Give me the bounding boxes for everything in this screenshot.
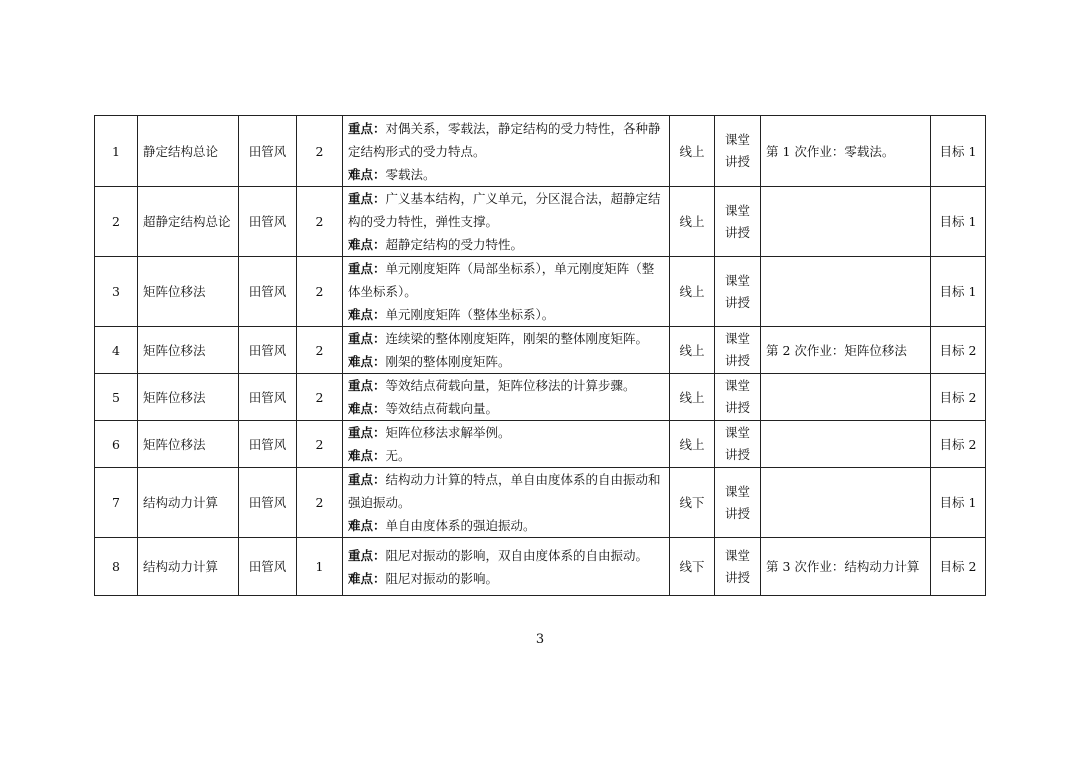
homework <box>761 421 931 468</box>
lesson-number: 8 <box>95 538 138 596</box>
teaching-mode: 线下 <box>670 468 715 538</box>
lesson-topic: 矩阵位移法 <box>138 257 239 327</box>
key-points-label: 重点： <box>348 425 386 440</box>
difficult-points <box>348 397 664 420</box>
lesson-content <box>343 421 670 468</box>
homework <box>761 374 931 421</box>
lesson-number: 2 <box>95 187 138 257</box>
difficult-points-text: 零载法。 <box>385 166 436 182</box>
teaching-method: 课堂讲授 <box>715 116 761 187</box>
course-target: 目标 2 <box>931 374 986 421</box>
lesson-number: 4 <box>95 327 138 374</box>
course-target: 目标 1 <box>931 187 986 257</box>
lesson-topic: 矩阵位移法 <box>138 421 239 468</box>
teaching-mode: 线下 <box>670 538 715 596</box>
lecturer: 田管风 <box>239 468 297 538</box>
difficult-points <box>348 303 664 326</box>
difficult-points-label: 难点： <box>348 307 386 322</box>
homework: 第 2 次作业：矩阵位移法 <box>761 327 931 374</box>
lesson-hours: 2 <box>297 468 343 538</box>
page-number: 3 <box>535 632 545 647</box>
lesson-topic: 矩阵位移法 <box>138 327 239 374</box>
lesson-hours: 2 <box>297 421 343 468</box>
key-points-text: 连续梁的整体刚度矩阵，刚架的整体刚度矩阵。 <box>385 331 649 346</box>
difficult-points-label: 难点： <box>348 570 386 586</box>
lesson-hours: 2 <box>297 187 343 257</box>
course-target: 目标 1 <box>931 257 986 327</box>
lecturer: 田管风 <box>239 257 297 327</box>
lecturer: 田管风 <box>239 421 297 468</box>
lesson-content <box>343 327 670 374</box>
table-row <box>95 374 986 421</box>
difficult-points <box>348 233 664 256</box>
lesson-content <box>343 257 670 327</box>
difficult-points-label: 难点： <box>348 166 386 182</box>
key-points-text: 对偶关系，零载法，静定结构的受力特性，各种静定结构形式的受力特点。 <box>348 120 661 159</box>
lesson-number: 1 <box>95 116 138 187</box>
lecturer: 田管风 <box>239 538 297 596</box>
lesson-hours: 2 <box>297 116 343 187</box>
lesson-topic: 超静定结构总论 <box>138 187 239 257</box>
difficult-points <box>348 444 664 467</box>
course-target: 目标 1 <box>931 116 986 187</box>
teaching-method: 课堂讲授 <box>715 327 761 374</box>
homework: 第 3 次作业：结构动力计算 <box>761 538 931 596</box>
key-points-label: 重点： <box>348 120 386 136</box>
key-points <box>348 468 664 514</box>
difficult-points-text: 阻尼对振动的影响。 <box>385 570 499 586</box>
key-points <box>348 327 664 350</box>
difficult-points-text: 单自由度体系的强迫振动。 <box>385 518 536 533</box>
key-points-text: 等效结点荷载向量，矩阵位移法的计算步骤。 <box>385 378 636 393</box>
difficult-points <box>348 163 664 186</box>
lecturer: 田管风 <box>239 327 297 374</box>
difficult-points-text: 等效结点荷载向量。 <box>385 401 499 416</box>
key-points <box>348 374 664 397</box>
table-row <box>95 421 986 468</box>
table-row <box>95 327 986 374</box>
difficult-points <box>348 350 664 373</box>
table-row <box>95 257 986 327</box>
homework <box>761 468 931 538</box>
lesson-hours: 1 <box>297 538 343 596</box>
difficult-points-label: 难点： <box>348 401 386 416</box>
homework <box>761 257 931 327</box>
lesson-topic: 结构动力计算 <box>138 538 239 596</box>
key-points-text: 阻尼对振动的影响，双自由度体系的自由振动。 <box>385 547 649 563</box>
key-points-text: 矩阵位移法求解举例。 <box>385 425 511 440</box>
homework: 第 1 次作业：零载法。 <box>761 116 931 187</box>
lesson-topic: 静定结构总论 <box>138 116 239 187</box>
teaching-mode: 线上 <box>670 374 715 421</box>
difficult-points-label: 难点： <box>348 518 386 533</box>
lesson-topic: 结构动力计算 <box>138 468 239 538</box>
key-points-text: 广义基本结构，广义单元，分区混合法，超静定结构的受力特性，弹性支撑。 <box>348 191 661 229</box>
key-points-label: 重点： <box>348 331 386 346</box>
difficult-points-text: 单元刚度矩阵（整体坐标系）。 <box>385 307 555 322</box>
lesson-hours: 2 <box>297 257 343 327</box>
teaching-method: 课堂讲授 <box>715 421 761 468</box>
teaching-mode: 线上 <box>670 421 715 468</box>
table-row <box>95 187 986 257</box>
key-points-label: 重点： <box>348 261 386 276</box>
difficult-points-text: 超静定结构的受力特性。 <box>385 237 524 252</box>
difficult-points-text: 刚架的整体刚度矩阵。 <box>385 354 511 369</box>
teaching-method: 课堂讲授 <box>715 538 761 596</box>
key-points <box>348 187 664 233</box>
lesson-number: 3 <box>95 257 138 327</box>
lesson-content <box>343 468 670 538</box>
lesson-number: 6 <box>95 421 138 468</box>
key-points-text: 结构动力计算的特点，单自由度体系的自由振动和强迫振动。 <box>348 472 661 510</box>
difficult-points <box>348 514 664 537</box>
key-points-label: 重点： <box>348 547 386 563</box>
homework <box>761 187 931 257</box>
lesson-content <box>343 116 670 187</box>
lesson-content <box>343 374 670 421</box>
key-points <box>348 544 664 567</box>
key-points-label: 重点： <box>348 191 386 206</box>
lecturer: 田管风 <box>239 374 297 421</box>
teaching-mode: 线上 <box>670 116 715 187</box>
lesson-content <box>343 538 670 596</box>
course-target: 目标 1 <box>931 468 986 538</box>
teaching-mode: 线上 <box>670 327 715 374</box>
table-row <box>95 538 986 596</box>
lesson-number: 7 <box>95 468 138 538</box>
difficult-points <box>348 567 664 590</box>
teaching-method: 课堂讲授 <box>715 187 761 257</box>
lesson-number: 5 <box>95 374 138 421</box>
lesson-hours: 2 <box>297 327 343 374</box>
key-points-text: 单元刚度矩阵（局部坐标系），单元刚度矩阵（整体坐标系）。 <box>348 261 655 299</box>
teaching-method: 课堂讲授 <box>715 257 761 327</box>
teaching-method: 课堂讲授 <box>715 374 761 421</box>
course-target: 目标 2 <box>931 327 986 374</box>
teaching-mode: 线上 <box>670 257 715 327</box>
key-points-label: 重点： <box>348 472 386 487</box>
lesson-hours: 2 <box>297 374 343 421</box>
key-points <box>348 257 664 303</box>
lesson-topic: 矩阵位移法 <box>138 374 239 421</box>
course-target: 目标 2 <box>931 538 986 596</box>
lecturer: 田管风 <box>239 187 297 257</box>
difficult-points-text: 无。 <box>385 448 411 463</box>
table-row <box>95 116 986 187</box>
teaching-method: 课堂讲授 <box>715 468 761 538</box>
lecturer: 田管风 <box>239 116 297 187</box>
teaching-mode: 线上 <box>670 187 715 257</box>
difficult-points-label: 难点： <box>348 237 386 252</box>
lesson-content <box>343 187 670 257</box>
difficult-points-label: 难点： <box>348 354 386 369</box>
key-points <box>348 421 664 444</box>
key-points <box>348 117 664 163</box>
difficult-points-label: 难点： <box>348 448 386 463</box>
course-target: 目标 2 <box>931 421 986 468</box>
course-schedule-table <box>94 115 986 596</box>
table-row <box>95 468 986 538</box>
key-points-label: 重点： <box>348 378 386 393</box>
